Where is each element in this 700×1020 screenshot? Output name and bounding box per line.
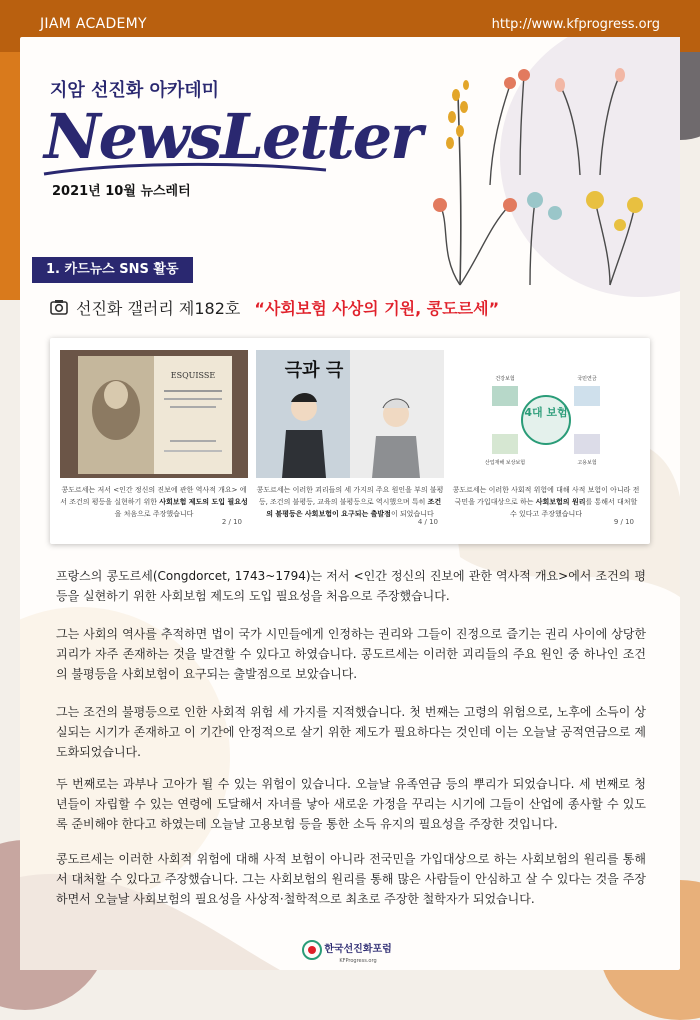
newsletter-title: NewsLetter xyxy=(44,100,421,173)
card-page-number: 2 / 10 xyxy=(221,518,242,526)
comic-title: 극과 극 xyxy=(284,360,344,381)
card-page-number: 9 / 10 xyxy=(613,518,634,526)
body-paragraph: 그는 조건의 불평등으로 인한 사회적 위험 세 가지를 지적했습니다. 첫 번째는 고령의 위험으로, 노후에 소득이 상실되는 시기가 존재하고 이 기간에 안정적으로 살기 위한 제도가 필요하다는 것인데 이는 오늘날 공적연금으로 제도화되었습니다. xyxy=(56,705,646,759)
academy-title: 지암 선진화 아카데미 xyxy=(50,80,220,101)
card-news-strip xyxy=(50,338,650,544)
card-caption: 콩도르세는 저서 <인간 정신의 진보에 관한 역사적 개요> 에서 조건의 평등을 실현하기 위한 사회보험 제도의 도입 필요성을 처음으로 주장했습니다 xyxy=(60,486,248,518)
svg-text:산업재해 보상보험: 산업재해 보상보험 xyxy=(484,460,526,466)
card-news-item[interactable] xyxy=(256,350,444,534)
book-photo xyxy=(60,350,248,478)
gallery-label: 선진화 갤러리 제182호 xyxy=(76,298,241,318)
card-caption: 콩도르세는 이러한 사회적 위험에 대해 사적 보험이 아니라 전국민을 가입대상으로 하는 사회보험의 원리를 통해서 대처할 수 있다고 주장했습니다 xyxy=(452,486,640,518)
brand-name: JIAM ACADEMY xyxy=(40,16,147,32)
svg-text:고용보험: 고용보험 xyxy=(577,460,597,466)
body-paragraph: 두 번째로는 과부나 고아가 될 수 있는 위험이 있습니다. 오늘날 유족연금 등의 뿌리가 되었습니다. 세 번째로 청년들이 자립할 수 있는 연령에 도달해서 자녀를 낳아 새로운 가정을 꾸리는 시기에 그들이 산업에 종사할 수 있도록 준비해야 한다고 하였는데 오늘날 고용보험 등을 통한 소득 유지의 필요성을 주장한 것입니다. xyxy=(56,777,646,831)
issue-date: 2021년 10월 뉴스레터 xyxy=(52,184,191,199)
title-underline-swash xyxy=(40,160,330,180)
comic-illustration xyxy=(256,350,444,478)
card-caption: 콩도르세는 이러한 괴리들의 세 가지의 주요 원인을 부의 불평등, 조건의 불평등, 교육의 불평등으로 역시했으며 특히 조건의 불평등은 사회보험이 요구되는 출발점이 되었습니다 xyxy=(256,486,444,518)
card-news-item[interactable] xyxy=(60,350,248,534)
forum-logo xyxy=(300,936,400,966)
body-paragraph: 그는 사회의 역사를 추적하면 법이 국가 시민들에게 인정하는 권리와 그들이 진정으로 즐기는 권리 사이에 상당한 괴리가 자주 존재하는 것을 발견할 수 있다고 하였습니다. 콩도르세는 이러한 괴리들의 주요 원인 중 하나인 조건의 불평등을 사회보험이 요구되는 출발점으로 보았습니다. xyxy=(56,627,646,681)
card-news-item[interactable] xyxy=(452,350,640,534)
card-page-number: 4 / 10 xyxy=(417,518,438,526)
wildflowers-illustration xyxy=(420,55,660,295)
svg-text:건강보험: 건강보험 xyxy=(495,376,515,382)
insurance-center-label: 4대 보험 xyxy=(524,406,568,419)
body-paragraph: 콩도르세는 이러한 사회적 위험에 대해 사적 보험이 아니라 전국민을 가입대상으로 하는 사회보험의 원리를 통해서 대처할 수 있다고 주장했습니다. 그는 사회보험의 원리를 통해 많은 사람들이 안심하고 살 수 있다는 것을 주장하면서 오늘날 사회보험의 필요성을 사상적·철학적으로 최초로 주장한 철학자가 되었습니다. xyxy=(56,852,646,906)
book-title: ESQUISSE xyxy=(170,371,216,380)
section-badge: 1. 카드뉴스 SNS 활동 xyxy=(32,257,193,283)
svg-text:국민연금: 국민연금 xyxy=(577,376,597,382)
site-url[interactable]: http://www.kfprogress.org xyxy=(491,17,660,32)
comic-panel xyxy=(256,350,444,478)
book-illustration xyxy=(60,350,248,478)
svg-text:KFProgress.org: KFProgress.org xyxy=(339,958,377,964)
gallery-heading xyxy=(50,295,499,319)
camera-icon xyxy=(50,299,68,315)
svg-text:한국선진화포럼: 한국선진화포럼 xyxy=(324,944,392,955)
insurance-illustration xyxy=(452,350,640,478)
insurance-graphic xyxy=(452,350,640,478)
body-paragraph: 프랑스의 콩도르세(Congdorcet, 1743~1794)는 저서 <인간 정신의 진보에 관한 역사적 개요>에서 조건의 평등을 실현하기 위한 사회보험 제도의 도입 필요성을 처음으로 주장했습니다. xyxy=(56,569,646,603)
forum-logo-mark xyxy=(300,936,400,966)
gallery-headline: “사회보험 사상의 기원, 콩도르세” xyxy=(254,298,500,318)
